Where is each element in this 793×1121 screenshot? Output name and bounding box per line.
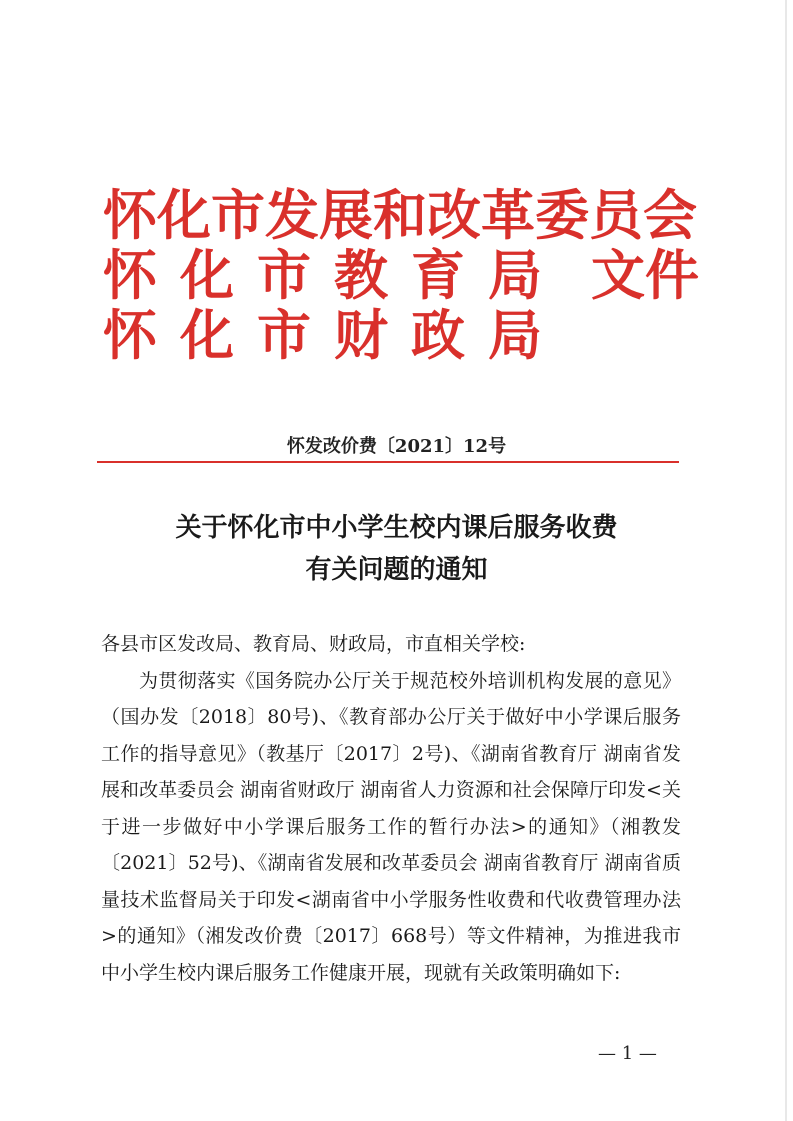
page-number: — 1 — [598, 1043, 657, 1064]
red-separator-line [97, 461, 679, 463]
issuing-authorities-header [103, 186, 697, 366]
header-authority-1: 怀化市发展和改革委员会 [103, 184, 697, 247]
header-document-suffix: 文件 [591, 244, 699, 307]
document-body [101, 626, 681, 991]
title-line-2: 有关问题的通知 [305, 555, 488, 585]
document-number: 怀发改价费〔2021〕12号 [286, 436, 507, 457]
document-title [0, 507, 793, 591]
body-paragraph: 为贯彻落实《国务院办公厅关于规范校外培训机构发展的意见》（国办发〔2018〕80号)、《教育部办公厅关于做好中小学课后服务工作的指导意见》（教基厅〔2017〕2号)、《湖南省教育厅 湖南省发展和改革委员会 湖南省财政厅 湖南省人力资源和社会保障厅印发<关于进一步做好中小学课后服务工作的暂行办法>的通知》（湘教发〔2021〕52号)、《湖南省发展和改革委员会 湖南省教育厅 湖南省质量技术监督局关于印发<湖南省中小学服务性收费和代收费管理办法>的通知》（湘发改价费〔2017〕668号）等文件精神，为推进我市中小学生校内课后服务工作健康开展，现就有关政策明确如下: [101, 669, 681, 984]
salutation: 各县市区发改局、教育局、财政局，市直相关学校: [101, 633, 526, 655]
header-authority-2: 怀化市教育局 [103, 244, 565, 307]
header-authority-3: 怀化市财政局 [103, 304, 565, 367]
title-line-1: 关于怀化市中小学生校内课后服务收费 [175, 513, 618, 543]
